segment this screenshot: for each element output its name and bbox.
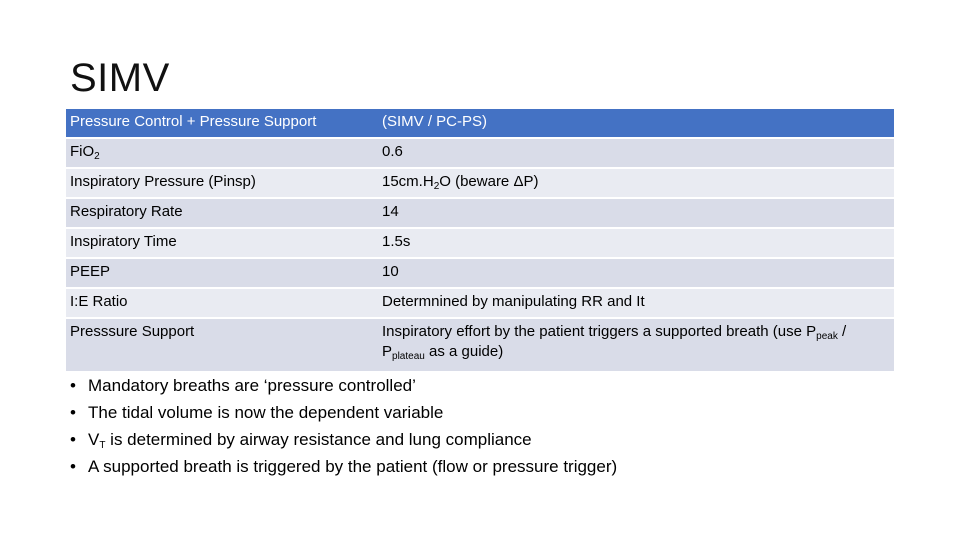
- list-item: • $V_T$ is determined by airway resistance and lung compliance: [70, 426, 617, 453]
- row-label-peep: PEEP: [66, 259, 370, 287]
- table-row: [66, 289, 894, 317]
- row-value-pinsp: $15cm.H_2O$ (beware ΔP): [370, 169, 894, 197]
- row-label-fio2: FiO$_2$: [66, 139, 370, 167]
- row-value-peep: 10: [370, 259, 894, 287]
- row-label-pressure-support: Presssure Support: [66, 319, 370, 371]
- bullet-icon: •: [70, 457, 76, 476]
- header-mode-name: Pressure Control + Pressure Support: [66, 109, 370, 137]
- list-item: • Mandatory breaths are ‘pressure controlled’: [70, 372, 617, 399]
- row-value-it: 1.5s: [370, 229, 894, 257]
- table-row: [66, 139, 894, 167]
- notes-list: [70, 372, 617, 480]
- row-label-rr: Respiratory Rate: [66, 199, 370, 227]
- row-value-ie-ratio: Determnined by manipulating RR and It: [370, 289, 894, 317]
- row-label-pinsp: Inspiratory Pressure (Pinsp): [66, 169, 370, 197]
- row-value-pressure-support: Inspiratory effort by the patient triggers a supported breath (use $P_{peak} / P_{plateau}$ as a guide): [370, 319, 894, 371]
- slide-title: SIMV: [70, 56, 170, 100]
- table-row: [66, 319, 894, 371]
- row-value-fio2: 0.6: [370, 139, 894, 167]
- bullet-icon: •: [70, 403, 76, 422]
- ventilator-settings-table: [66, 107, 894, 373]
- table-header-row: [66, 109, 894, 137]
- bullet-icon: •: [70, 376, 76, 395]
- table-row: [66, 199, 894, 227]
- table-row: [66, 259, 894, 287]
- list-item: • The tidal volume is now the dependent variable: [70, 399, 617, 426]
- header-mode-abbrev: (SIMV / PC-PS): [370, 109, 894, 137]
- bullet-icon: •: [70, 430, 76, 449]
- table-row: [66, 229, 894, 257]
- row-label-it: Inspiratory Time: [66, 229, 370, 257]
- row-value-rr: 14: [370, 199, 894, 227]
- row-label-ie-ratio: I:E Ratio: [66, 289, 370, 317]
- table-row: [66, 169, 894, 197]
- list-item: • A supported breath is triggered by the patient (flow or pressure trigger): [70, 453, 617, 480]
